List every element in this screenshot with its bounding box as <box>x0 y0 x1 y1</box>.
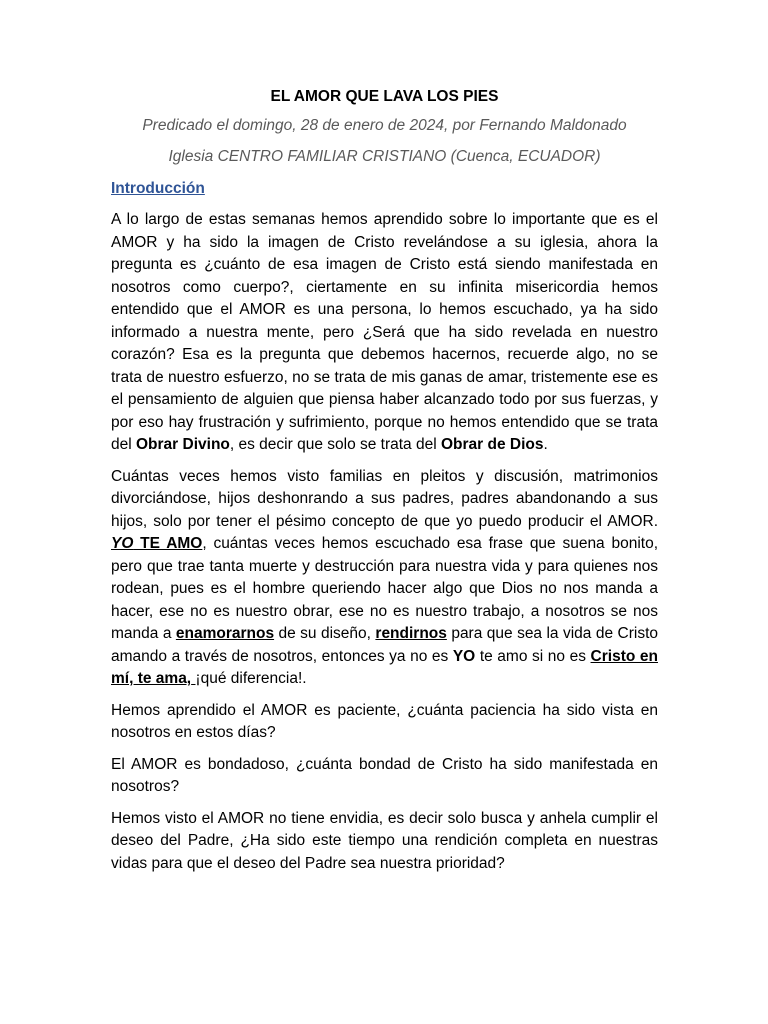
subtitle-church: Iglesia CENTRO FAMILIAR CRISTIANO (Cuenca, ECUADOR) <box>168 148 601 165</box>
paragraph-2-text-c: de su diseño, <box>274 625 376 642</box>
emphasis-enamorarnos: enamorarnos <box>175 625 275 642</box>
emphasis-yo: YO <box>111 535 134 552</box>
paragraph-1-text-a: A lo largo de estas semanas hemos aprendido sobre lo importante que es el AMOR y ha sido la imagen de Cristo revelándose a su iglesia, ahora la pregunta es ¿cuánto de esa imagen de Cristo está siendo manifestada en nosotros como cuerpo?, ciertamente en su infinita misericordia hemos entendido que el AMOR es una persona, lo hemos escuchado, ya ha sido informado a nuestra mente, pero ¿Será que ha sido revelada en nuestro corazón? Esa es la pregunta que debemos hacernos, recuerde algo, no se trata de nuestro esfuerzo, no se trata de mis ganas de amar, tristemente ese es el pensamiento de alguien que piensa haber alcanzado todo por sus fuerzas, y por eso hay frustración y sufrimiento, porque no hemos entendido que se trata del <box>111 211 658 453</box>
paragraph-1-text-c: . <box>543 436 548 453</box>
paragraph-2-text-d: para que sea la vida de Cristo amando a través de nosotros, entonces ya no es <box>111 625 658 665</box>
emphasis-rendirnos: rendirnos <box>375 625 447 642</box>
paragraph-2-text-a: Cuántas veces hemos visto familias en pleitos y discusión, matrimonios divorciándose, hijos deshonrando a sus padres, padres abandonando a sus hijos, solo por tener el pésimo concepto de que yo puedo producir el AMOR. <box>111 467 658 530</box>
bold-obrar-divino: Obrar Divino <box>136 436 230 453</box>
bold-yo: YO <box>452 647 476 665</box>
emphasis-cristo-en-mi: Cristo en mí, te ama, <box>111 647 658 687</box>
paragraph-5: Hemos visto el AMOR no tiene envidia, es decir solo busca y anhela cumplir el deseo del Padre, ¿Ha sido este tiempo una rendición completa en nuestras vidas para que el deseo del Padre sea nuestra prioridad? <box>111 809 658 872</box>
subtitle-date-preacher: Predicado el domingo, 28 de enero de 2024, por Fernando Maldonado <box>142 116 627 134</box>
paragraph-1-text-b: , es decir que solo se trata del <box>229 436 441 453</box>
paragraph-2-text-e: te amo si no es <box>475 647 591 665</box>
bold-obrar-de-dios: Obrar de Dios <box>440 436 544 453</box>
document-page <box>111 86 658 884</box>
emphasis-te-amo: TE AMO <box>133 535 203 552</box>
paragraph-1 <box>111 209 658 457</box>
underlined-exclamation: ¡ <box>191 670 201 687</box>
paragraph-2-text-f: qué diferencia!. <box>200 670 307 687</box>
section-heading-introduction: Introducción <box>111 179 205 197</box>
document-title: EL AMOR QUE LAVA LOS PIES <box>270 88 499 105</box>
paragraph-2 <box>111 466 658 691</box>
paragraph-2-text-b: , cuántas veces hemos escuchado esa frase que suena bonito, pero que trae tanta muerte y destrucción para nuestra vida y para quienes nos rodean, pues es el hombre queriendo hacer algo que Dios no nos manda a hacer, ese no es nuestro obrar, ese no es nuestro trabajo, a nosotros se nos manda a <box>111 535 658 642</box>
paragraph-4: El AMOR es bondadoso, ¿cuánta bondad de Cristo ha sido manifestada en nosotros? <box>111 755 658 795</box>
paragraph-3: Hemos aprendido el AMOR es paciente, ¿cuánta paciencia ha sido vista en nosotros en estos días? <box>111 701 658 741</box>
